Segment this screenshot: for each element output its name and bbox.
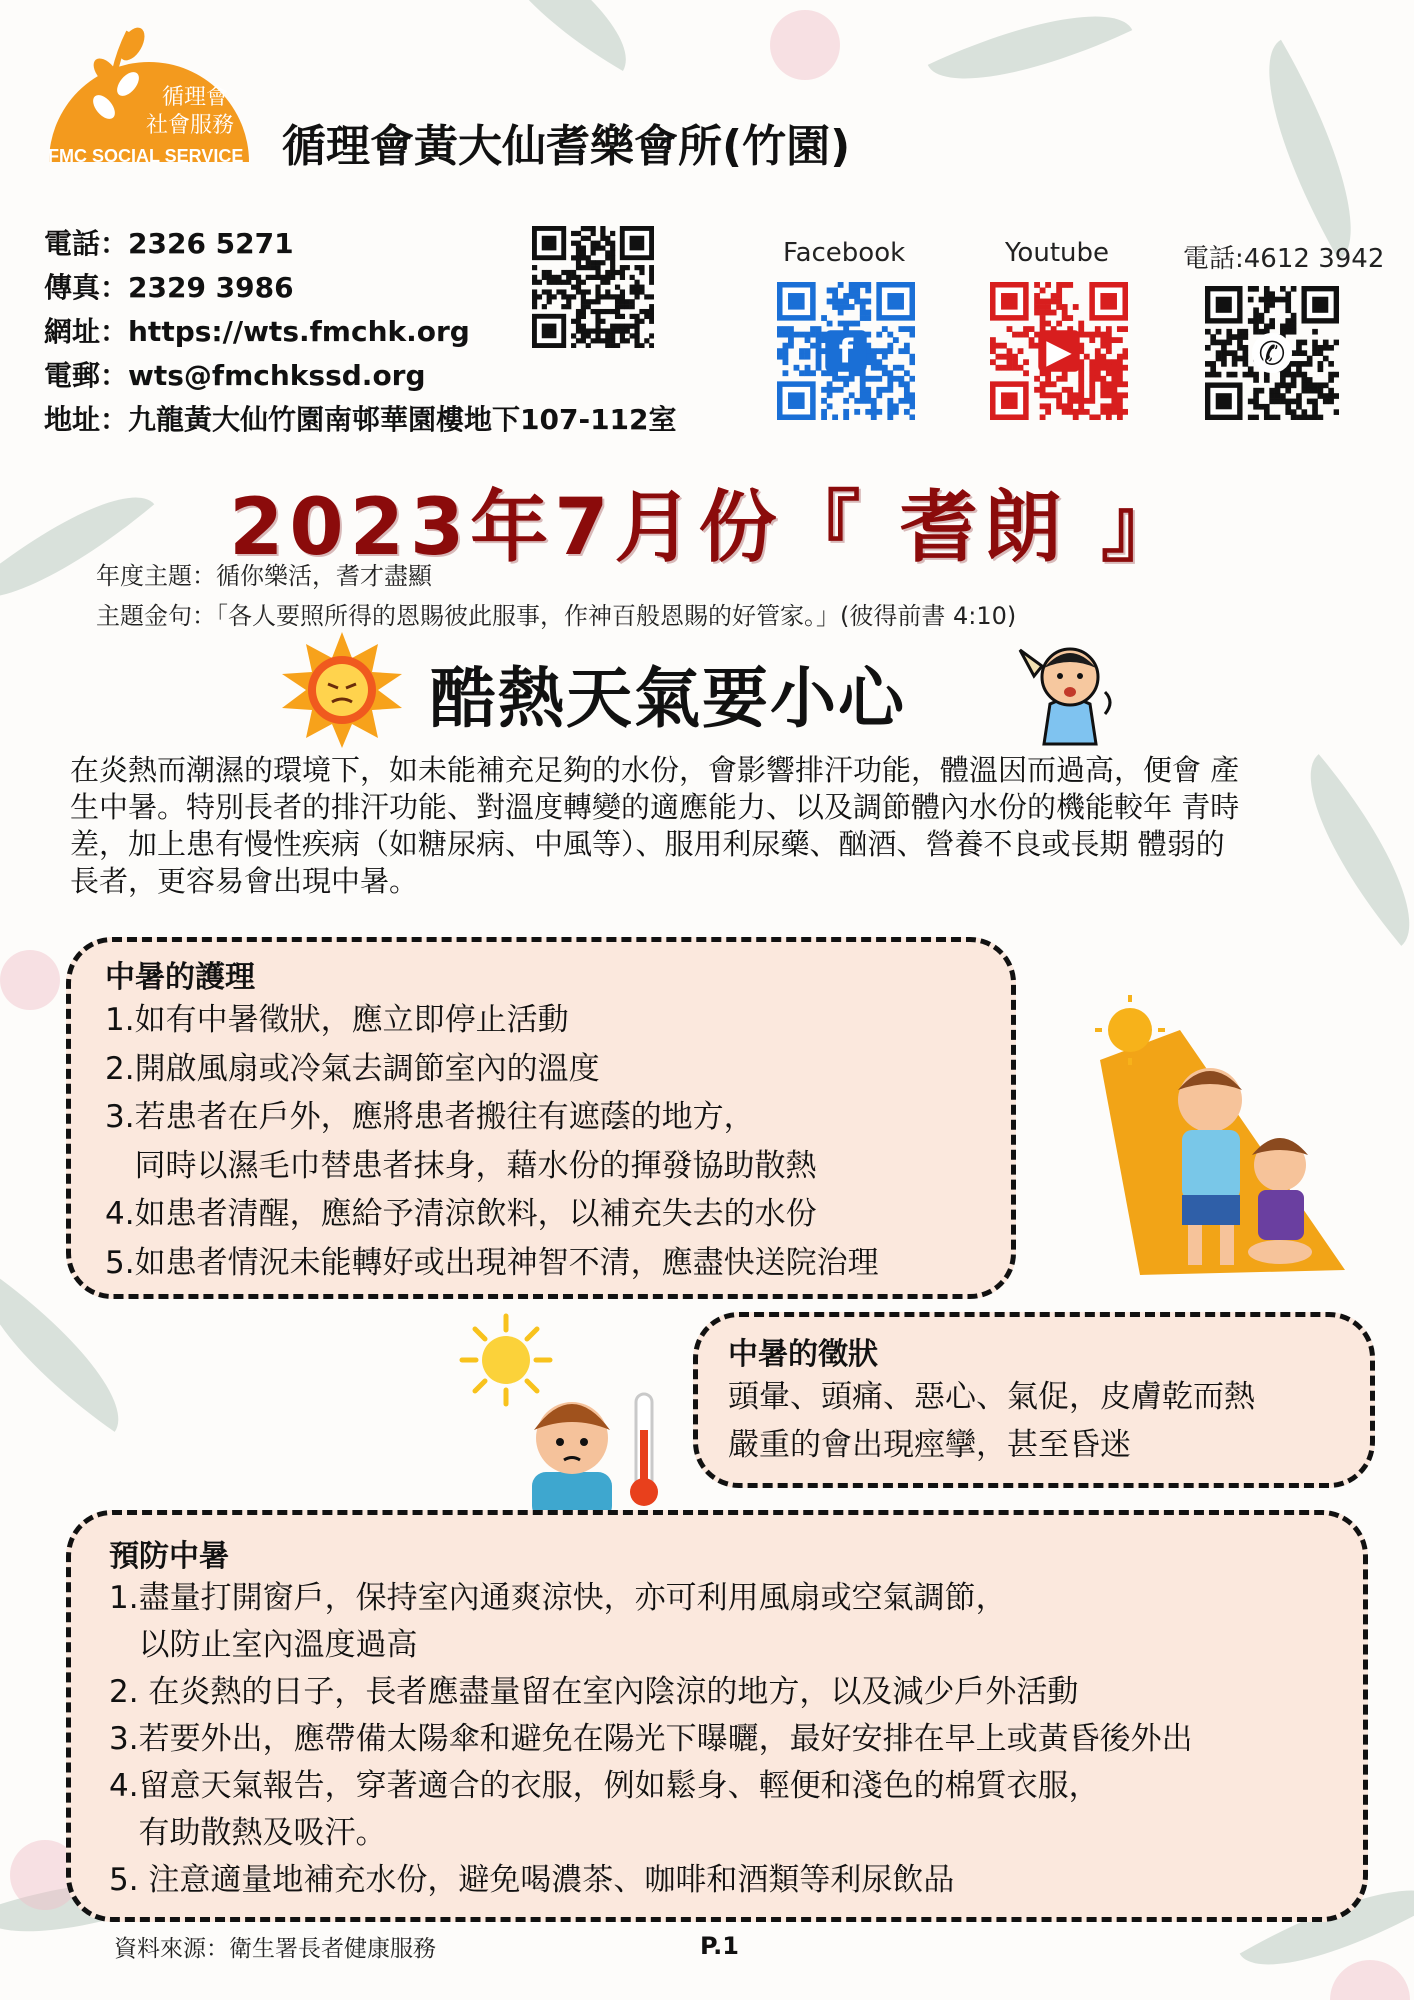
care-list <box>105 996 1011 1287</box>
care-item: 1.如有中暑徵狀，應立即停止活動 <box>105 1002 569 1038</box>
angry-sun-illustration <box>272 630 412 750</box>
prevent-item: 有助散熱及吸汗。 <box>109 1815 387 1851</box>
section-heading: 酷熱天氣要小心 <box>430 660 906 737</box>
prevent-item: 2. 在炎熱的日子，長者應盡量留在室內陰涼的地方，以及減少戶外活動 <box>109 1674 1079 1710</box>
svg-text:✆: ✆ <box>1258 334 1286 373</box>
intro-line: 差，加上患有慢性疾病（如糖尿病、中風等）、服用利尿藥、酗酒、營養不良或長期 體弱的 <box>70 827 1225 861</box>
youtube-icon <box>1038 330 1079 371</box>
whatsapp-phone-label: 電話:4612 3942 <box>1183 244 1385 274</box>
blossom-decoration <box>1330 1960 1410 2000</box>
newsletter-title: 2023年7月份『 耆朗 』 <box>229 483 1185 573</box>
intro-line: 在炎熱而潮濕的環境下，如未能補充足夠的水份，會影響排汗功能，體溫因而過高，便會 產 <box>70 753 1240 787</box>
youtube-label: Youtube <box>1005 238 1109 268</box>
facebook-qr-code[interactable] <box>777 282 915 420</box>
symptoms-list <box>728 1373 1370 1469</box>
leaf-decoration <box>467 0 653 71</box>
whatsapp-qr-code[interactable] <box>1205 286 1339 420</box>
blossom-decoration <box>770 10 840 80</box>
page-number: P.1 <box>700 1932 739 1960</box>
intro-line: 生中暑。特別長者的排汗功能、對溫度轉變的適應能力、以及調節體內水份的機能較年 青時 <box>70 790 1240 824</box>
facebook-icon <box>825 330 866 371</box>
prevent-item: 1.盡量打開窗戶，保持室內通爽涼快，亦可利用風扇或空氣調節， <box>109 1580 1007 1616</box>
logo-english: FMC SOCIAL SERVICE <box>48 146 244 166</box>
website-qr-code[interactable] <box>532 226 654 348</box>
prevent-item: 3.若要外出，應帶備太陽傘和避免在陽光下曝曬，最好安排在早上或黃昏後外出 <box>109 1721 1193 1757</box>
contact-email[interactable]: 電郵：wts@fmchkssd.org <box>44 359 426 392</box>
logo-line1: 循理會 <box>162 85 229 110</box>
symptom-item: 嚴重的會出現痙攣，甚至昏迷 <box>728 1427 1131 1463</box>
svg-text:f: f <box>838 331 854 371</box>
symptom-item: 頭暈、頭痛、惡心、氣促，皮膚乾而熱 <box>728 1379 1255 1415</box>
symptoms-title: 中暑的徵狀 <box>728 1337 878 1372</box>
prevent-title: 預防中暑 <box>109 1539 229 1574</box>
care-item: 同時以濕毛巾替患者抹身，藉水份的揮發協助散熱 <box>105 1147 817 1184</box>
facebook-label: Facebook <box>783 238 906 268</box>
contact-website[interactable]: 網址：https://wts.fmchk.org <box>44 315 470 348</box>
prevent-item: 以防止室內溫度過高 <box>109 1627 418 1663</box>
intro-line: 長者，更容易會出現中暑。 <box>70 864 419 898</box>
care-item: 2.開啟風扇或冷氣去調節室內的溫度 <box>105 1050 600 1087</box>
prevent-list <box>109 1575 1363 1904</box>
boy-fever-illustration <box>512 1380 672 1520</box>
source-note: 資料來源：衛生署長者健康服務 <box>114 1936 436 1962</box>
care-title: 中暑的護理 <box>105 960 255 995</box>
fmc-logo <box>44 22 254 172</box>
leaf-decoration <box>928 0 1133 115</box>
svg-text:▶: ▶ <box>1046 331 1072 371</box>
heatstroke-care-box <box>66 937 1016 1299</box>
contact-phone: 電話：2326 5271 <box>44 227 294 260</box>
intro-paragraph <box>70 752 1360 900</box>
sweating-man-illustration <box>1010 632 1130 747</box>
heatstroke-symptoms-box <box>693 1312 1375 1488</box>
contact-address: 地址：九龍黃大仙竹園南邨華園樓地下107-112室 <box>44 403 677 436</box>
contact-fax: 傳真：2329 3986 <box>44 271 294 304</box>
children-heatstroke-illustration <box>1090 990 1350 1280</box>
heatstroke-prevention-box <box>66 1510 1368 1922</box>
youtube-qr-code[interactable] <box>990 282 1128 420</box>
prevent-item: 5. 注意適量地補充水份，避免喝濃茶、咖啡和酒類等利尿飲品 <box>109 1862 955 1898</box>
blossom-decoration <box>0 950 60 1010</box>
organization-name: 循理會黃大仙耆樂會所(竹園) <box>282 121 851 172</box>
logo-line2: 社會服務 <box>146 113 235 138</box>
care-item: 4.如患者清醒，應給予清涼飲料，以補充失去的水份 <box>105 1196 817 1232</box>
annual-theme: 年度主題：循你樂活，耆才盡顯 <box>96 562 432 590</box>
care-item: 5.如患者情況未能轉好或出現神智不清，應盡快送院治理 <box>105 1244 879 1281</box>
whatsapp-icon <box>1252 333 1292 373</box>
theme-verse: 主題金句：「各人要照所得的恩賜彼此服事，作神百般恩賜的好管家。」(彼得前書 4:10) <box>96 602 1017 630</box>
leaf-decoration <box>1229 40 1391 261</box>
prevent-item: 4.留意天氣報告，穿著適合的衣服，例如鬆身、輕便和淺色的棉質衣服， <box>109 1768 1100 1804</box>
care-item: 3.若患者在戶外，應將患者搬往有遮蔭的地方， <box>105 1099 755 1135</box>
